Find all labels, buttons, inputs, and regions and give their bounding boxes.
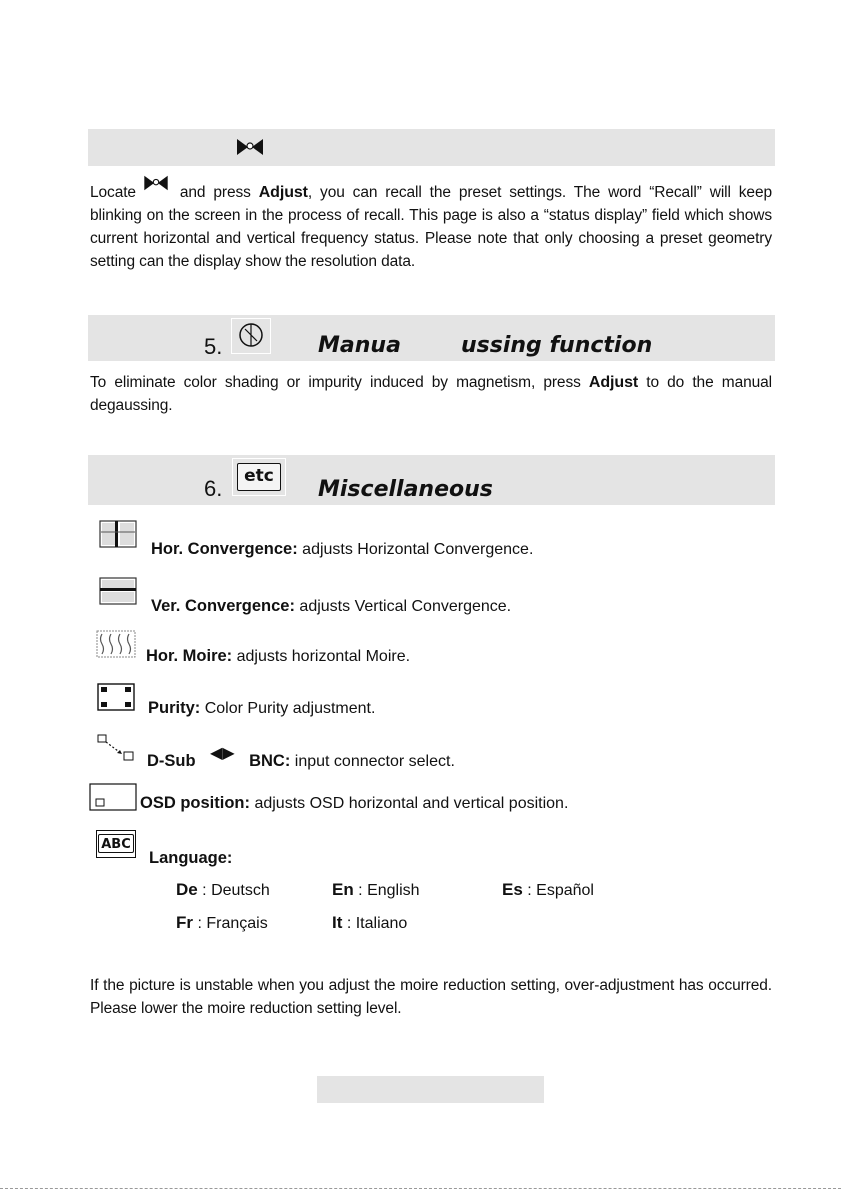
purity-row: Purity: Color Purity adjustment. xyxy=(148,699,376,717)
language-option-it: It : Italiano xyxy=(332,913,408,932)
hor-moire-row: Hor. Moire: adjusts horizontal Moire. xyxy=(146,647,411,665)
degauss-header-band xyxy=(88,315,775,361)
moire-note-paragraph: If the picture is unstable when you adjust the moire reduction setting, over-adjustment has occurred. Please lower the moire reduction setting level. xyxy=(90,977,772,1017)
language-row: Language: xyxy=(149,849,233,867)
language-option-es: Es : Español xyxy=(502,880,594,899)
hor-convergence-icon xyxy=(99,520,137,548)
moire-icon xyxy=(96,630,136,658)
degauss-title-part-a: Manua xyxy=(318,333,401,358)
ver-convergence-row: Ver. Convergence: adjusts Vertical Convergence. xyxy=(151,597,512,615)
language-option-fr: Fr : Français xyxy=(176,913,268,932)
osd-position-row: OSD position: adjusts OSD horizontal and vertical position. xyxy=(140,794,569,812)
section-number: 5. xyxy=(204,334,223,359)
recall-paragraph: Locate and press Adjust, you can recall the preset settings. The word “Recall” will keep blinking on the screen in the process of recall. This page is also a “status display” field which shows current horizontal and vertical frequency status. Please note that only choosing a preset geometry setting can the display show the resolution data. xyxy=(90,180,772,273)
hor-convergence-row: Hor. Convergence: adjusts Horizontal Convergence. xyxy=(151,540,534,558)
page-bottom-edge xyxy=(0,1188,841,1189)
purity-icon xyxy=(97,683,135,711)
recall-header-band xyxy=(88,129,775,166)
recall-icon xyxy=(140,174,172,192)
etc-icon xyxy=(232,458,286,496)
language-option-de: De : Deutsch xyxy=(176,880,270,899)
misc-title: Miscellaneous xyxy=(318,477,493,502)
degauss-paragraph: To eliminate color shading or impurity induced by magnetism, press Adjust to do the manual degaussing. xyxy=(90,374,772,414)
recall-icon xyxy=(235,137,265,157)
osd-position-icon xyxy=(89,783,137,811)
language-icon-label: ABC xyxy=(98,834,134,853)
ver-convergence-icon xyxy=(99,577,137,605)
input-select-icon xyxy=(96,733,136,763)
footer-bar xyxy=(317,1076,544,1103)
degauss-icon xyxy=(231,318,271,354)
section-number: 6. xyxy=(204,476,223,501)
etc-icon-label: etc xyxy=(237,463,281,491)
language-option-en: En : English xyxy=(332,880,420,899)
left-right-arrows-icon: ◀▶ xyxy=(210,745,235,762)
language-icon xyxy=(96,830,136,858)
input-select-row: D-Sub ◀▶ BNC: input connector select. xyxy=(147,745,455,770)
degauss-title-part-b: ussing function xyxy=(461,333,653,358)
